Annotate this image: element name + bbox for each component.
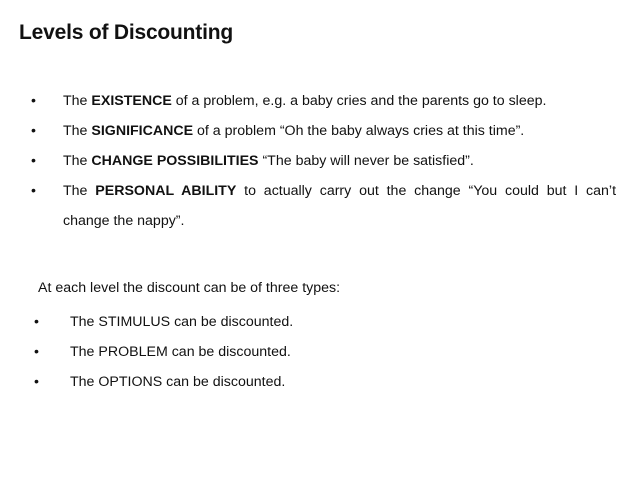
level-keyword: SIGNIFICANCE	[91, 123, 194, 139]
slide-title: Levels of Discounting	[19, 21, 233, 44]
type-item-options	[34, 367, 293, 397]
type-text: The PROBLEM can be discounted.	[70, 344, 291, 360]
level-text: The PERSONAL ABILITY to actually carry out the change “You could but I can’t change the nappy”.	[63, 183, 617, 229]
bullet: •	[34, 374, 39, 390]
type-item-problem	[34, 337, 293, 367]
bullet: •	[31, 153, 36, 169]
level-keyword: EXISTENCE	[91, 93, 172, 109]
bullet: •	[34, 344, 39, 360]
level-item-significance	[31, 116, 616, 146]
level-text: The CHANGE POSSIBILITIES “The baby will never be satisfied”.	[63, 153, 474, 169]
type-text: The STIMULUS can be discounted.	[70, 314, 294, 330]
types-list	[34, 307, 293, 397]
bullet: •	[31, 93, 36, 109]
level-keyword: PERSONAL ABILITY	[95, 183, 237, 199]
level-text: The SIGNIFICANCE of a problem “Oh the baby always cries at this time”.	[63, 123, 525, 139]
levels-list	[31, 86, 616, 236]
bullet: •	[31, 183, 36, 199]
level-text: The EXISTENCE of a problem, e.g. a baby cries and the parents go to sleep.	[63, 93, 547, 109]
level-item-change-possibilities	[31, 146, 616, 176]
level-item-personal-ability	[31, 176, 616, 236]
bullet: •	[34, 314, 39, 330]
types-intro: At each level the discount can be of three types:	[38, 280, 341, 296]
type-text: The OPTIONS can be discounted.	[70, 374, 286, 390]
type-item-stimulus	[34, 307, 293, 337]
level-item-existence	[31, 86, 616, 116]
level-keyword: CHANGE POSSIBILITIES	[91, 153, 259, 169]
bullet: •	[31, 123, 36, 139]
